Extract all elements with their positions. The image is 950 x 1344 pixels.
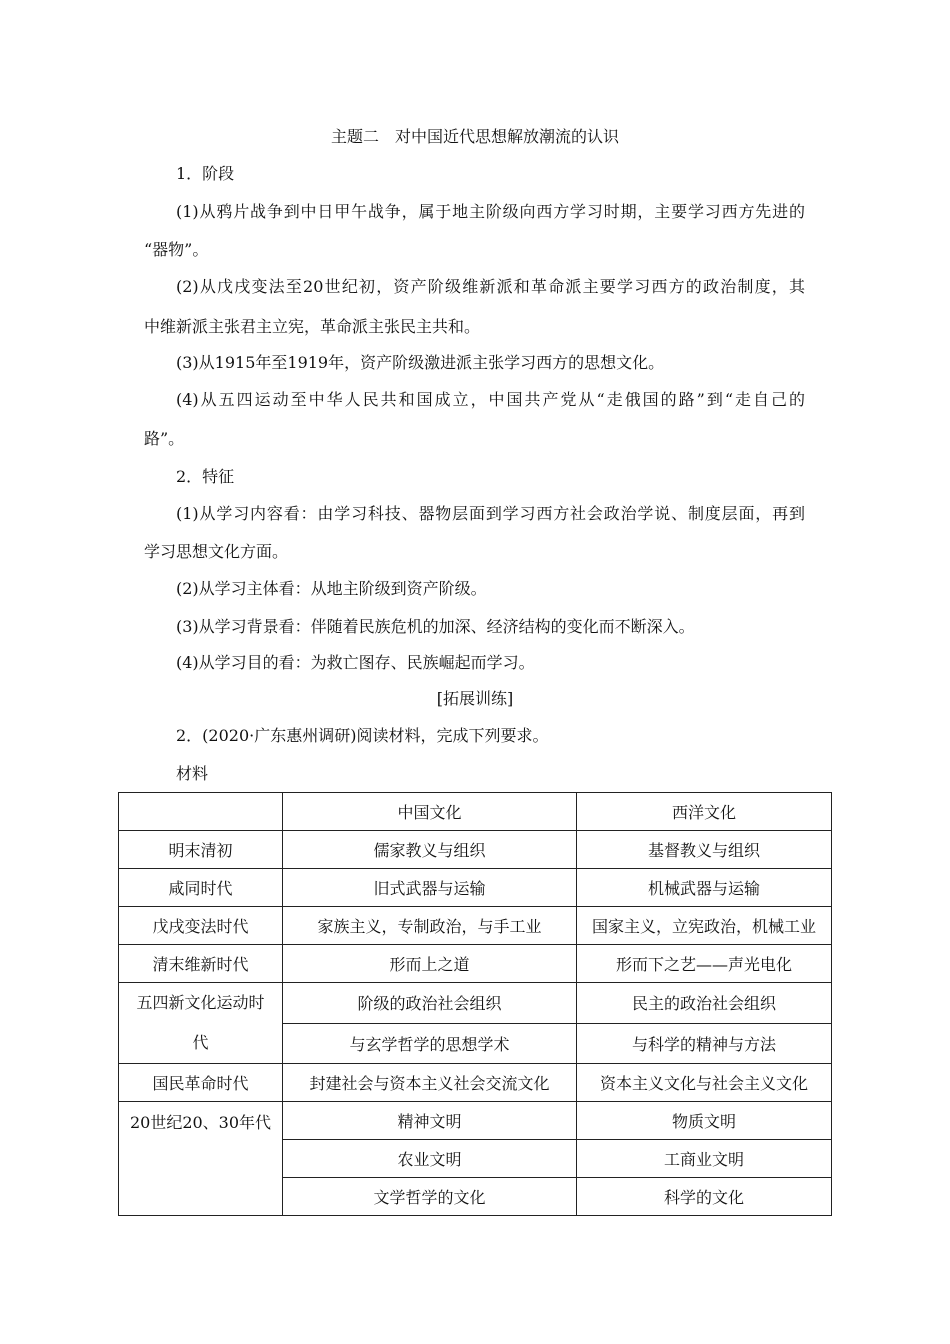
western-culture-cell: 机械武器与运输: [577, 869, 832, 907]
era-cell: 咸同时代: [119, 869, 283, 907]
western-culture-cell: 民主的政治社会组织: [577, 983, 832, 1024]
chinese-culture-cell: 阶级的政治社会组织: [283, 983, 577, 1024]
feature-3: (3)从学习背景看：伴随着民族危机的加深、经济结构的变化而不断深入。: [176, 617, 695, 636]
stage-1-line-1: (1)从鸦片战争到中日甲午战争，属于地主阶级向西方学习时期，主要学习西方先进的: [176, 202, 805, 221]
feature-4: (4)从学习目的看：为救亡图存、民族崛起而学习。: [176, 653, 535, 672]
western-culture-cell: 物质文明: [577, 1102, 832, 1140]
chinese-culture-cell: 农业文明: [283, 1140, 577, 1178]
feature-2: (2)从学习主体看：从地主阶级到资产阶级。: [176, 579, 487, 598]
western-culture-cell: 基督教义与组织: [577, 831, 832, 869]
header-cell-western-culture: 西洋文化: [577, 793, 832, 831]
feature-1-line-2: 学习思想文化方面。: [144, 542, 289, 561]
table-header-row: [119, 793, 832, 831]
western-culture-cell: 形而下之艺——声光电化: [577, 945, 832, 983]
feature-1-line-1: (1)从学习内容看：由学习科技、器物层面到学习西方社会政治学说、制度层面，再到: [176, 504, 805, 523]
era-cell-line-1: 五四新文化运动时: [136, 993, 265, 1012]
stage-4-line-2: 路”。: [144, 429, 185, 448]
era-cell: 明末清初: [119, 831, 283, 869]
table-row: [119, 1102, 832, 1140]
chinese-culture-cell: 形而上之道: [283, 945, 577, 983]
era-cell: 戊戌变法时代: [119, 907, 283, 945]
western-culture-cell: 与科学的精神与方法: [577, 1023, 832, 1064]
table-row: [119, 945, 832, 983]
chinese-culture-cell: 儒家教义与组织: [283, 831, 577, 869]
header-cell-era: [119, 793, 283, 831]
table-row: [119, 831, 832, 869]
chinese-culture-cell: 精神文明: [283, 1102, 577, 1140]
material-table: [118, 792, 832, 1216]
chinese-culture-cell: 与玄学哲学的思想学术: [283, 1023, 577, 1064]
chinese-culture-cell: 旧式武器与运输: [283, 869, 577, 907]
western-culture-cell: 工商业文明: [577, 1140, 832, 1178]
era-cell: 20世纪20、30年代: [119, 1102, 283, 1216]
western-culture-cell: 资本主义文化与社会主义文化: [577, 1064, 832, 1102]
chinese-culture-cell: 文学哲学的文化: [283, 1178, 577, 1216]
exercise-heading: [拓展训练]: [436, 689, 514, 708]
era-cell: 国民革命时代: [119, 1064, 283, 1102]
era-cell-line-2: 代: [192, 1033, 209, 1052]
stage-3: (3)从1915年至1919年，资产阶级激进派主张学习西方的思想文化。: [176, 353, 665, 372]
chinese-culture-cell: 家族主义，专制政治，与手工业: [283, 907, 577, 945]
western-culture-cell: 国家主义，立宪政治，机械工业: [577, 907, 832, 945]
stage-1-line-2: “器物”。: [144, 240, 209, 259]
header-cell-chinese-culture: 中国文化: [283, 793, 577, 831]
table-row: [119, 1064, 832, 1102]
western-culture-cell: 科学的文化: [577, 1178, 832, 1216]
material-label: 材料: [176, 764, 209, 783]
section-heading-stages: 1．阶段: [176, 164, 235, 183]
chinese-culture-cell: 封建社会与资本主义社会交流文化: [283, 1064, 577, 1102]
stage-2-line-2: 中维新派主张君主立宪，革命派主张民主共和。: [144, 317, 481, 336]
era-cell: [119, 983, 283, 1064]
table-row: [119, 907, 832, 945]
section-heading-features: 2．特征: [176, 467, 235, 486]
exercise-question: 2．(2020·广东惠州调研)阅读材料，完成下列要求。: [176, 726, 549, 745]
table-row: [119, 869, 832, 907]
page-title: 主题二 对中国近代思想解放潮流的认识: [330, 127, 619, 146]
stage-4-line-1: (4)从五四运动至中华人民共和国成立，中国共产党从“走俄国的路”到“走自己的: [176, 390, 805, 409]
table-row: [119, 983, 832, 1024]
stage-2-line-1: (2)从戊戌变法至20世纪初，资产阶级维新派和革命派主要学习西方的政治制度，其: [176, 277, 805, 296]
era-cell: 清末维新时代: [119, 945, 283, 983]
